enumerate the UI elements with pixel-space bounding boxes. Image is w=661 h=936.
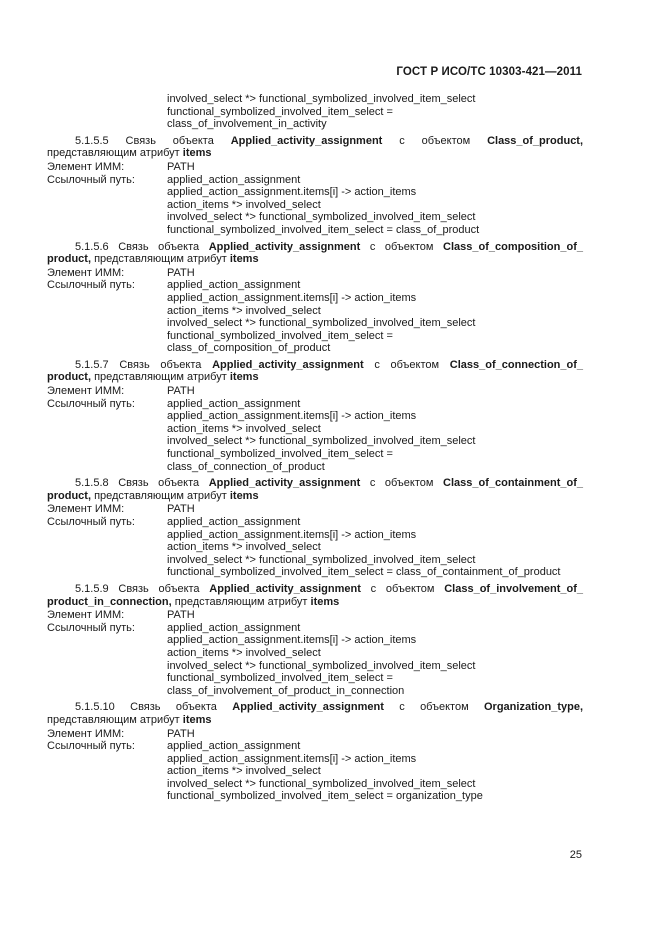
element-value: PATH: [167, 385, 195, 398]
element-label: Элемент ИММ:: [47, 160, 125, 173]
path-line: applied_action_assignment.items[i] -> action_items: [167, 528, 417, 541]
section: [47, 241, 583, 355]
attribute-name: items: [182, 147, 212, 160]
reference-path-label: Ссылочный путь:: [47, 740, 135, 753]
path-line: involved_select *> functional_symbolized_involved_item_select: [167, 211, 476, 224]
page-content: [47, 93, 583, 803]
heading-text: с объектом: [399, 701, 469, 714]
reference-path-row: [47, 622, 583, 698]
path-line: involved_select *> functional_symbolized_involved_item_select: [167, 553, 476, 566]
path-line: functional_symbolized_involved_item_select = class_of_product: [167, 223, 480, 236]
target-entity-name: Class_of_product,: [487, 134, 584, 147]
reference-path-lines: [167, 516, 583, 579]
path-line: involved_select *> functional_symbolized_involved_item_select: [167, 777, 476, 790]
path-line: functional_symbolized_involved_item_select = class_of_containment_of_product: [167, 566, 561, 579]
path-line: class_of_composition_of_product: [167, 342, 331, 355]
section-number: 5.1.5.6: [75, 240, 109, 253]
path-line: class_of_involvement_in_activity: [167, 118, 327, 131]
heading-text: Связь объекта: [118, 477, 200, 490]
section-heading: [47, 477, 583, 502]
heading-text: Связь объекта: [130, 701, 217, 714]
section-heading: [47, 359, 583, 384]
reference-path-lines: [167, 622, 583, 698]
target-entity-name: Class_of_composition_of_ product,: [47, 240, 583, 266]
path-line: involved_select *> functional_symbolized_involved_item_select: [167, 317, 476, 330]
path-line: action_items *> involved_select: [167, 541, 321, 554]
path-line: action_items *> involved_select: [167, 646, 321, 659]
heading-text: представляющим атрибут: [47, 147, 180, 160]
section-number: 5.1.5.9: [75, 582, 109, 595]
path-line: functional_symbolized_involved_item_select =: [167, 672, 393, 685]
entity-name: Applied_activity_assignment: [208, 477, 361, 490]
heading-text: представляющим атрибут: [174, 595, 308, 608]
page-number: 25: [569, 849, 582, 861]
heading-text: Связь объекта: [118, 582, 200, 595]
path-line: action_items *> involved_select: [167, 304, 321, 317]
section-heading: [47, 583, 583, 608]
path-line: functional_symbolized_involved_item_select = organization_type: [167, 790, 483, 803]
entity-name: Applied_activity_assignment: [230, 134, 383, 147]
element-label: Элемент ИММ:: [47, 266, 125, 279]
path-line: involved_select *> functional_symbolized_involved_item_select: [167, 659, 476, 672]
reference-path-row: [47, 174, 583, 237]
element-row: [47, 728, 583, 741]
reference-path-row: [47, 516, 583, 579]
section: [47, 583, 583, 697]
path-line: applied_action_assignment.items[i] -> action_items: [167, 186, 417, 199]
path-line: action_items *> involved_select: [167, 765, 321, 778]
heading-text: с объектом: [369, 477, 434, 490]
element-label: Элемент ИММ:: [47, 385, 125, 398]
element-label: Элемент ИММ:: [47, 503, 125, 516]
section-heading: [47, 135, 583, 160]
sections-container: [47, 135, 583, 803]
element-value: PATH: [167, 503, 195, 516]
heading-text: представляющим атрибут: [94, 253, 227, 266]
path-line: applied_action_assignment: [167, 173, 301, 186]
path-line: involved_select *> functional_symbolized_involved_item_select: [167, 93, 476, 105]
heading-text: представляющим атрибут: [94, 489, 227, 502]
section: [47, 359, 583, 473]
path-line: action_items *> involved_select: [167, 198, 321, 211]
element-value: PATH: [167, 609, 195, 622]
reference-path-lines: [167, 279, 583, 355]
attribute-name: items: [229, 253, 259, 266]
heading-text: с объектом: [369, 240, 434, 253]
reference-path-label: Ссылочный путь:: [47, 173, 135, 186]
reference-path-lines: [167, 398, 583, 474]
path-line: applied_action_assignment.items[i] -> action_items: [167, 752, 417, 765]
path-line: applied_action_assignment: [167, 516, 301, 528]
reference-path-row: [47, 279, 583, 355]
section-heading: [47, 701, 583, 726]
attribute-name: items: [310, 595, 340, 608]
element-value: PATH: [167, 266, 195, 279]
element-value: PATH: [167, 160, 195, 173]
reference-path-row: [47, 398, 583, 474]
heading-text: с объектом: [399, 134, 471, 147]
element-label: Элемент ИММ:: [47, 609, 125, 622]
section: [47, 701, 583, 803]
reference-path-lines: [167, 740, 583, 803]
path-line: applied_action_assignment.items[i] -> action_items: [167, 410, 417, 423]
attribute-name: items: [182, 713, 212, 726]
entity-name: Applied_activity_assignment: [209, 582, 361, 595]
section-heading: [47, 241, 583, 266]
path-line: action_items *> involved_select: [167, 422, 321, 435]
reference-path-label: Ссылочный путь:: [47, 397, 135, 410]
path-line: applied_action_assignment: [167, 397, 301, 410]
section-number: 5.1.5.10: [75, 701, 115, 714]
attribute-name: items: [229, 371, 259, 384]
element-row: [47, 267, 583, 280]
element-value: PATH: [167, 727, 195, 740]
path-line: applied_action_assignment.items[i] -> action_items: [167, 634, 417, 647]
target-entity-name: Class_of_connection_of_ product,: [47, 358, 584, 384]
element-row: [47, 385, 583, 398]
document-header: ГОСТ Р ИСО/ТС 10303-421—2011: [396, 66, 582, 78]
heading-text: представляющим атрибут: [94, 371, 227, 384]
element-row: [47, 503, 583, 516]
heading-text: Связь объекта: [119, 358, 202, 371]
reference-path-lines: [167, 174, 583, 237]
entity-name: Applied_activity_assignment: [208, 240, 361, 253]
section-number: 5.1.5.5: [75, 134, 109, 147]
path-line: applied_action_assignment: [167, 621, 301, 634]
path-line: applied_action_assignment: [167, 279, 301, 292]
reference-path-label: Ссылочный путь:: [47, 279, 135, 292]
path-line: functional_symbolized_involved_item_select =: [167, 448, 393, 461]
element-row: [47, 609, 583, 622]
element-row: [47, 161, 583, 174]
reference-path-row: [47, 740, 583, 803]
reference-path-label: Ссылочный путь:: [47, 516, 135, 528]
attribute-name: items: [229, 489, 259, 502]
target-entity-name: Class_of_containment_of_ product,: [47, 477, 583, 502]
section-number: 5.1.5.8: [75, 477, 109, 490]
intro-path-lines: [167, 93, 583, 131]
path-line: functional_symbolized_involved_item_select =: [167, 105, 393, 118]
reference-path-label: Ссылочный путь:: [47, 621, 135, 634]
path-line: functional_symbolized_involved_item_select =: [167, 329, 393, 342]
path-line: class_of_involvement_of_product_in_connection: [167, 684, 405, 697]
heading-text: Связь объекта: [118, 240, 200, 253]
path-line: class_of_connection_of_product: [167, 460, 325, 473]
section-number: 5.1.5.7: [75, 358, 109, 371]
element-label: Элемент ИММ:: [47, 727, 125, 740]
heading-text: представляющим атрибут: [47, 713, 180, 726]
entity-name: Applied_activity_assignment: [232, 701, 384, 714]
path-line: applied_action_assignment: [167, 740, 301, 753]
heading-text: с объектом: [374, 358, 440, 371]
path-line: applied_action_assignment.items[i] -> action_items: [167, 291, 417, 304]
section: [47, 135, 583, 237]
heading-text: Связь объекта: [125, 134, 214, 147]
section: [47, 477, 583, 579]
heading-text: с объектом: [370, 582, 435, 595]
target-entity-name: Organization_type,: [484, 701, 584, 714]
target-entity-name: Class_of_involvement_of_ product_in_connection,: [47, 582, 584, 608]
entity-name: Applied_activity_assignment: [212, 358, 364, 371]
path-line: involved_select *> functional_symbolized_involved_item_select: [167, 435, 476, 448]
